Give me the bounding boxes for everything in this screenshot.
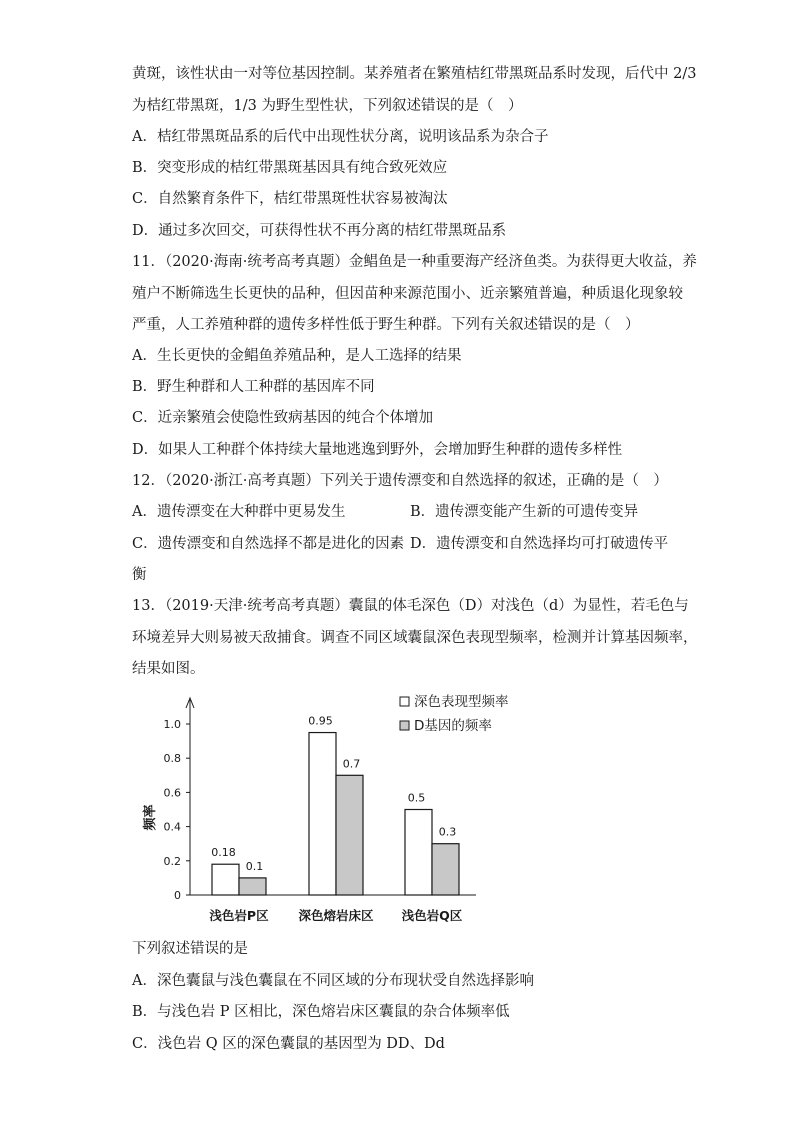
option-c: C．自然繁育条件下，桔红带黑斑性状容易被淘汰 [132,191,448,207]
option-b: B．野生种群和人工种群的基因库不同 [132,379,375,395]
bar [336,775,363,895]
option-a: A．生长更快的金鲳鱼养殖品种，是人工选择的结果 [132,348,462,364]
question-13-prompt: 下列叙述错误的是 [132,941,248,957]
text-line: 黄斑，该性状由一对等位基因控制。某养殖者在繁殖桔红带黑斑品系时发现，后代中 2/3 [132,66,697,82]
y-tick-label: 0.4 [163,820,181,834]
bar-value-label: 0.5 [407,791,426,805]
option-c: C．近亲繁殖会使隐性致病基因的纯合个体增加 [132,410,434,426]
question-11-stem: 严重，人工养殖种群的遗传多样性低于野生种群。下列有关叙述错误的是（ ） [132,317,640,333]
bar-value-label: 0.3 [438,825,457,839]
bar-value-label: 0.1 [245,859,264,873]
option-a: A．深色囊鼠与浅色囊鼠在不同区域的分布现状受自然选择影响 [132,973,534,989]
bar [212,864,239,895]
bar [405,810,432,896]
bar [239,878,266,895]
question-11-stem: 11．（2020·海南·统考高考真题）金鲳鱼是一种重要海产经济鱼类。为获得更大收益，养 [132,254,697,270]
y-tick-label: 0.2 [163,854,181,868]
y-tick-label: 1.0 [163,718,181,731]
option-a: A．桔红带黑斑品系的后代中出现性状分离，说明该品系为杂合子 [132,129,549,145]
bar [309,733,336,895]
option-a: A．遗传漂变在大种群中更易发生 [132,504,346,520]
bar-value-label: 0.18 [211,846,236,860]
x-category-label: 浅色岩P区 [209,908,269,923]
option-c: C．浅色岩 Q 区的深色囊鼠的基因型为 DD、Dd [132,1036,445,1052]
question-13-stem: 13．（2019·天津·统考高考真题）囊鼠的体毛深色（D）对浅色（d）为显性，若毛色与 [132,598,689,614]
question-13-stem: 环境差异大则易被天敌捕食。调查不同区域囊鼠深色表现型频率，检测并计算基因频率， [132,630,698,646]
question-13-stem: 结果如图。 [132,661,205,677]
y-axis-title: 频率 [143,804,158,831]
bar [432,844,459,895]
bar-value-label: 0.7 [342,757,361,771]
option-b: B．突变形成的桔红带黑斑基因具有纯合致死效应 [132,160,448,176]
x-category-label: 浅色岩Q区 [401,908,463,923]
y-tick-label: 0.6 [163,786,181,800]
text-line: 衡 [132,567,147,583]
text-line: 为桔红带黑斑，1/3 为野生型性状，下列叙述错误的是（ ） [132,98,523,114]
question-11-stem: 殖户不断筛选生长更快的品种，但因苗种来源范围小、近亲繁殖普遍，种质退化现象较 [132,286,683,302]
y-tick-label: 0.8 [163,752,181,766]
legend-label: 深色表现型频率 [414,694,509,710]
bar-chart [138,688,538,933]
question-12-stem: 12．（2020·浙江·高考真题）下列关于遗传漂变和自然选择的叙述，正确的是（ ） [132,473,668,489]
option-b: B．遗传漂变能产生新的可遗传变异 [410,504,639,520]
y-tick-label: 0 [174,889,181,902]
bar-value-label: 0.95 [308,714,333,728]
option-c: C．遗传漂变和自然选择不都是进化的因素 [132,536,405,552]
legend-swatch [400,721,409,730]
legend-swatch [400,697,409,706]
x-category-label: 深色熔岩床区 [298,908,374,923]
chart-legend [400,693,509,734]
legend-label: D基因的频率 [414,718,492,734]
option-d: D．通过多次回交，可获得性状不再分离的桔红带黑斑品系 [132,223,507,239]
option-d: D．如果人工种群个体持续大量地逃逸到野外，会增加野生种群的遗传多样性 [132,442,623,458]
option-b: B．与浅色岩 P 区相比，深色熔岩床区囊鼠的杂合体频率低 [132,1004,510,1020]
option-d: D．遗传漂变和自然选择均可打破遗传平 [410,536,669,552]
chart-bars [211,715,459,895]
